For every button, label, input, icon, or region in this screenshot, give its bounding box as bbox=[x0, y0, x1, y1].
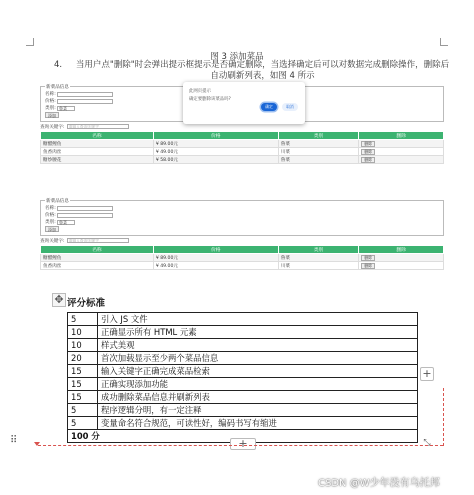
price-field[interactable] bbox=[57, 213, 113, 218]
dish-name: 糖醋鲤鱼 bbox=[41, 140, 154, 148]
column-header: 类别 bbox=[278, 132, 359, 140]
dish-price: ¥ 89.00元 bbox=[153, 140, 278, 148]
score-points: 15 bbox=[68, 365, 98, 378]
confirm-dialog bbox=[183, 82, 305, 124]
dish-name: 糖炒腰花 bbox=[41, 156, 154, 164]
add-row-button[interactable]: + bbox=[230, 438, 256, 450]
dish-table bbox=[40, 131, 444, 164]
category-label: 类别: bbox=[45, 220, 56, 225]
drag-grip-icon[interactable]: ⠿ bbox=[10, 435, 17, 446]
table-row bbox=[68, 352, 418, 365]
table-row bbox=[68, 417, 418, 430]
score-item: 正确实现添加功能 bbox=[98, 378, 418, 391]
column-header: 价格 bbox=[153, 246, 278, 254]
column-header: 类别 bbox=[278, 246, 359, 254]
score-points: 5 bbox=[68, 417, 98, 430]
table-row bbox=[68, 339, 418, 352]
table-row bbox=[68, 313, 418, 326]
dish-price: ¥ 58.00元 bbox=[153, 156, 278, 164]
dish-category: 鲁菜 bbox=[278, 254, 359, 262]
dish-category: 鲁菜 bbox=[278, 140, 359, 148]
score-item: 引入 JS 文件 bbox=[98, 313, 418, 326]
column-header: 删除 bbox=[359, 132, 444, 140]
name-field[interactable] bbox=[57, 92, 113, 97]
delete-button[interactable]: 删除 bbox=[361, 263, 375, 269]
new-dish-form bbox=[40, 200, 444, 236]
score-total: 100 分 bbox=[68, 430, 418, 443]
dialog-title: 此网页提示 bbox=[189, 89, 211, 94]
selection-border bbox=[38, 445, 443, 446]
step-number: 4. bbox=[54, 60, 63, 70]
table-row bbox=[41, 148, 444, 156]
watermark: CSDN @W少年没有乌托邦 bbox=[318, 478, 440, 489]
delete-button[interactable]: 删除 bbox=[361, 157, 375, 163]
name-field[interactable] bbox=[57, 206, 113, 211]
resize-handle-icon[interactable]: ⤡ bbox=[423, 438, 431, 448]
score-points: 5 bbox=[68, 404, 98, 417]
score-item: 变量命名符合规范，可读性好，编码书写有缩进 bbox=[98, 417, 418, 430]
dialog-ok-button[interactable]: 确定 bbox=[261, 103, 277, 111]
delete-cell bbox=[359, 262, 444, 270]
name-field-label: 名称: bbox=[45, 206, 56, 211]
search-label: 查询关键字: bbox=[40, 124, 65, 130]
dialog-message: 确定要删除该菜品吗? bbox=[189, 97, 231, 102]
category-label: 类别: bbox=[45, 106, 56, 111]
dish-category: 川菜 bbox=[278, 262, 359, 270]
score-points: 20 bbox=[68, 352, 98, 365]
search-label: 查询关键字: bbox=[40, 238, 65, 244]
dish-name: 糖醋鲤鱼 bbox=[41, 254, 154, 262]
score-points: 10 bbox=[68, 326, 98, 339]
score-item: 输入关键字正确完成菜品检索 bbox=[98, 365, 418, 378]
table-row bbox=[41, 140, 444, 148]
dish-table bbox=[40, 245, 444, 270]
column-header: 名称 bbox=[41, 246, 154, 254]
form-legend: 新菜品信息 bbox=[46, 199, 69, 204]
table-row bbox=[41, 156, 444, 164]
delete-cell bbox=[359, 140, 444, 148]
dish-price: ¥ 49.00元 bbox=[153, 262, 278, 270]
table-row bbox=[41, 254, 444, 262]
category-select[interactable]: 鲁菜 bbox=[57, 220, 75, 225]
table-row bbox=[68, 365, 418, 378]
scoring-title: 评分标准 bbox=[67, 298, 106, 309]
score-item: 成功删除菜品信息并刷新列表 bbox=[98, 391, 418, 404]
table-row bbox=[68, 404, 418, 417]
table-move-handle[interactable]: ✥ bbox=[52, 293, 66, 307]
page-corner-mark bbox=[440, 38, 448, 46]
dish-table-header bbox=[41, 246, 444, 254]
score-points: 5 bbox=[68, 313, 98, 326]
search-row bbox=[40, 123, 444, 130]
dialog-cancel-button[interactable]: 取消 bbox=[282, 103, 298, 111]
column-header: 价格 bbox=[153, 132, 278, 140]
score-points: 15 bbox=[68, 378, 98, 391]
form-legend: 新菜品信息 bbox=[46, 85, 69, 90]
price-field-label: 价格: bbox=[45, 99, 56, 104]
selection-arrow-icon bbox=[34, 442, 40, 446]
delete-cell bbox=[359, 156, 444, 164]
delete-cell bbox=[359, 254, 444, 262]
dish-name: 鱼香肉丝 bbox=[41, 148, 154, 156]
table-row bbox=[41, 262, 444, 270]
delete-button[interactable]: 删除 bbox=[361, 255, 375, 261]
category-select[interactable]: 鲁菜 bbox=[57, 106, 75, 111]
figure-caption: 图 3 添加菜品 bbox=[210, 52, 264, 62]
column-header: 名称 bbox=[41, 132, 154, 140]
name-field-row bbox=[45, 205, 439, 211]
add-dish-button[interactable]: 添加 bbox=[45, 226, 59, 232]
name-field-label: 名称: bbox=[45, 92, 56, 97]
add-dish-button[interactable]: 添加 bbox=[45, 112, 59, 118]
score-item: 样式美观 bbox=[98, 339, 418, 352]
delete-button[interactable]: 删除 bbox=[361, 141, 375, 147]
delete-button[interactable]: 删除 bbox=[361, 149, 375, 155]
price-field-row bbox=[45, 212, 439, 218]
add-column-button[interactable]: + bbox=[420, 367, 434, 381]
search-input[interactable]: 请输入查询关键字 bbox=[67, 238, 129, 243]
dish-category: 鲁菜 bbox=[278, 156, 359, 164]
step-paragraph bbox=[54, 60, 453, 82]
price-field-label: 价格: bbox=[45, 213, 56, 218]
search-input[interactable]: 请输入查询关键字 bbox=[67, 124, 129, 129]
step-text: 当用户点"删除"时会弹出提示框提示是否确定删除，当选择确定后可以对数据完成删除操作，删除后自动刷新列表，如图 4 所示 bbox=[75, 60, 450, 81]
score-points: 10 bbox=[68, 339, 98, 352]
search-row bbox=[40, 237, 444, 244]
score-points: 15 bbox=[68, 391, 98, 404]
delete-cell bbox=[359, 148, 444, 156]
dish-table-header bbox=[41, 132, 444, 140]
table-row bbox=[68, 326, 418, 339]
score-item: 程序逻辑分明，有一定注释 bbox=[98, 404, 418, 417]
dish-category: 川菜 bbox=[278, 148, 359, 156]
score-item: 首次加载显示至少两个菜品信息 bbox=[98, 352, 418, 365]
table-row bbox=[68, 391, 418, 404]
dish-name: 鱼香肉丝 bbox=[41, 262, 154, 270]
price-field[interactable] bbox=[57, 99, 113, 104]
page-corner-mark bbox=[26, 38, 34, 46]
dish-price: ¥ 89.00元 bbox=[153, 254, 278, 262]
app-screenshot-after bbox=[40, 200, 444, 270]
selection-border bbox=[443, 388, 444, 446]
score-item: 正确显示所有 HTML 元素 bbox=[98, 326, 418, 339]
dish-price: ¥ 49.00元 bbox=[153, 148, 278, 156]
category-row bbox=[45, 219, 439, 225]
scoring-table bbox=[67, 312, 418, 443]
table-row bbox=[68, 378, 418, 391]
column-header: 删除 bbox=[359, 246, 444, 254]
